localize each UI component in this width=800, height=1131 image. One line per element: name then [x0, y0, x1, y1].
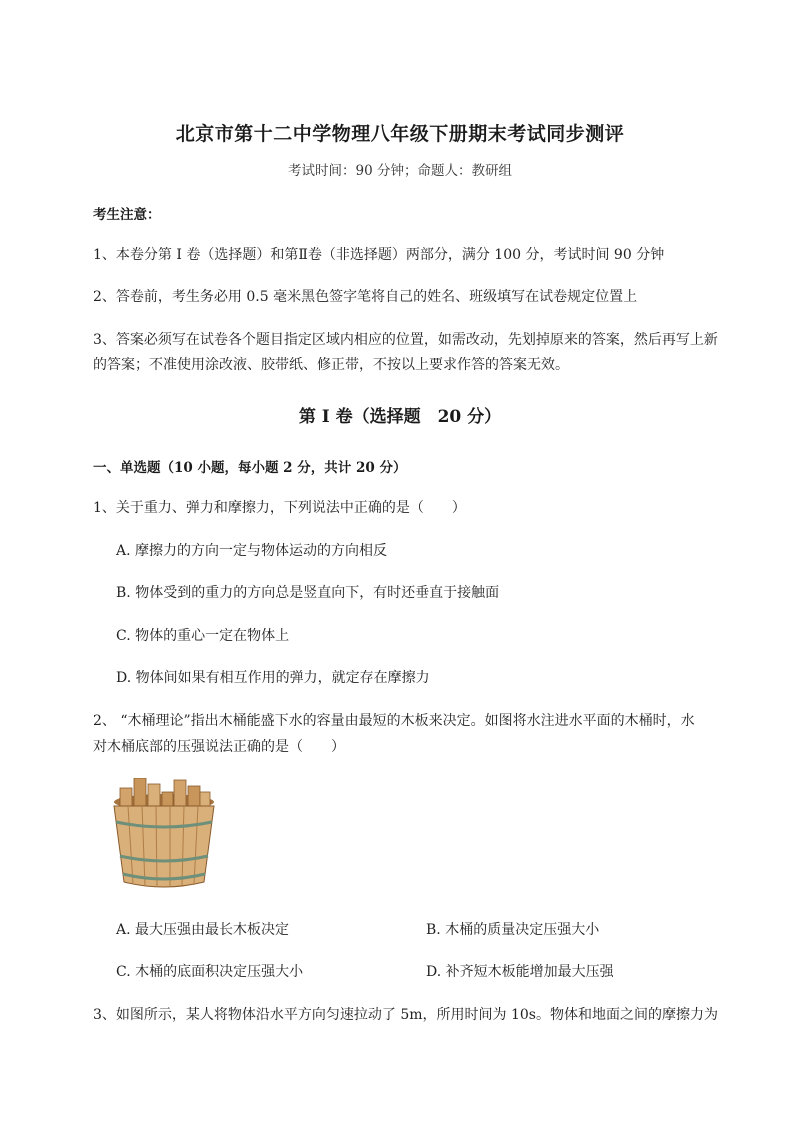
question-1-option-b[interactable]: B. 物体受到的重力的方向总是竖直向下，有时还垂直于接触面	[116, 585, 500, 601]
question-1-option-c[interactable]: C. 物体的重心一定在物体上	[116, 628, 290, 644]
question-2-stem-line-2: 对木桶底部的压强说法正确的是（ ）	[93, 739, 345, 755]
bucket-stave	[134, 778, 146, 808]
part-heading: 一、单选题（10 小题，每小题 2 分，共计 20 分）	[93, 460, 407, 476]
bucket-stave	[188, 786, 200, 808]
question-2-option-b[interactable]: B. 木桶的质量决定压强大小	[426, 922, 600, 938]
notice-item-3-line-2: 的答案；不准使用涂改液、胶带纸、修正带，不按以上要求作答的答案无效。	[93, 357, 569, 373]
bucket-stave	[148, 784, 160, 808]
question-2-option-d[interactable]: D. 补齐短木板能增加最大压强	[426, 964, 614, 980]
question-1-option-d[interactable]: D. 物体间如果有相互作用的弹力，就定存在摩擦力	[116, 670, 430, 686]
notice-item-2: 2、答卷前，考生务必用 0.5 毫米黑色签字笔将自己的姓名、班级填写在试卷规定位置上	[93, 289, 638, 305]
notice-heading: 考生注意：	[93, 207, 161, 223]
question-1-option-a[interactable]: A. 摩擦力的方向一定与物体运动的方向相反	[116, 543, 388, 559]
bucket-stave	[120, 788, 132, 808]
notice-item-3-line-1: 3、答案必须写在试卷各个题目指定区域内相应的位置，如需改动，先划掉原来的答案，然后再写上新	[93, 332, 718, 348]
bucket-stave	[174, 780, 186, 808]
question-3-stem-line-1: 3、如图所示，某人将物体沿水平方向匀速拉动了 5m，所用时间为 10s。物体和地面之间的摩擦力为	[93, 1007, 718, 1023]
section-title: 第 I 卷（选择题 20 分）	[298, 407, 502, 427]
question-2-stem-line-1: 2、 “木桶理论”指出木桶能盛下水的容量由最短的木板来决定。如图将水注进水平面的木桶时，水	[93, 713, 695, 729]
question-2-option-c[interactable]: C. 木桶的底面积决定压强大小	[116, 964, 304, 980]
question-1-stem: 1、关于重力、弹力和摩擦力，下列说法中正确的是（ ）	[93, 500, 466, 516]
wooden-bucket-illustration	[106, 778, 222, 890]
notice-item-1: 1、本卷分第 I 卷（选择题）和第Ⅱ卷（非选择题）两部分，满分 100 分，考试时间 90 分钟	[93, 247, 665, 263]
question-2-option-a[interactable]: A. 最大压强由最长木板决定	[116, 922, 290, 938]
page-title: 北京市第十二中学物理八年级下册期末考试同步测评	[175, 123, 625, 145]
exam-info: 考试时间：90 分钟；命题人：教研组	[288, 163, 512, 179]
